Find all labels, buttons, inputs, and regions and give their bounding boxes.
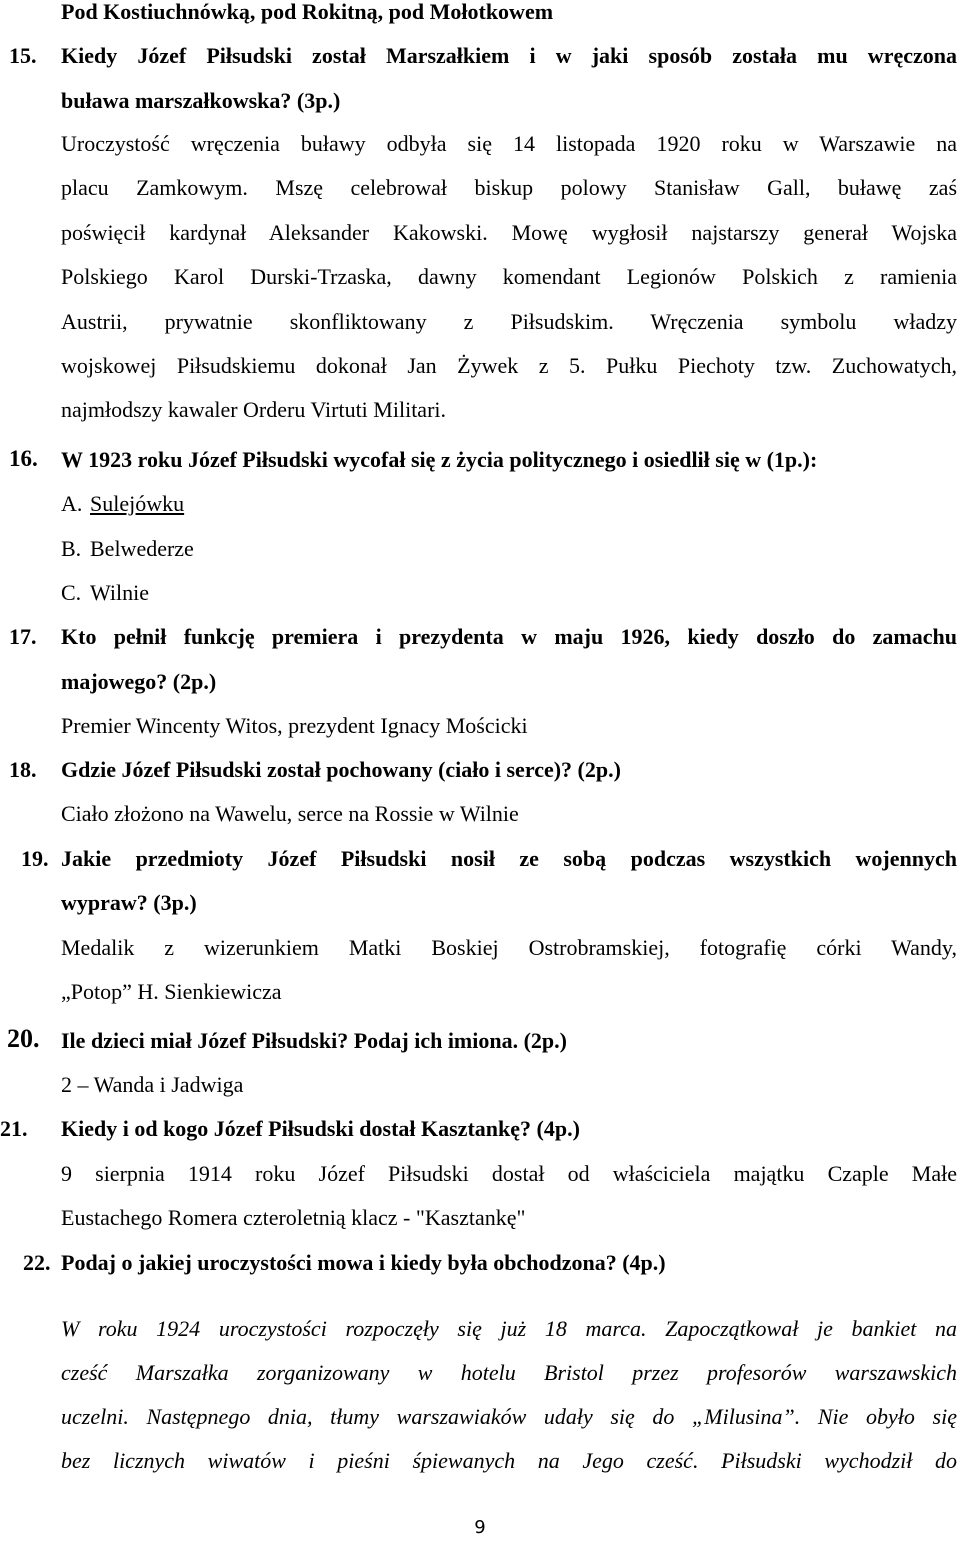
answer-18: Ciało złożono na Wawelu, serce na Rossie w Wilnie (61, 801, 519, 826)
option-a-letter: A. (61, 491, 83, 516)
passage-22-line-2: cześć Marszałka zorganizowany w hotelu Bristol przez profesorów warszawskich (61, 1360, 957, 1385)
question-number-16: 16. (9, 446, 38, 471)
answer-15-line-2: placu Zamkowym. Mszę celebrował biskup polowy Stanisław Gall, buławę zaś (61, 175, 957, 200)
answer-21-line-2: Eustachego Romera czteroletnią klacz - "Kasztankę" (61, 1205, 526, 1230)
answer-15-line-6: wojskowej Piłsudskiemu dokonał Jan Żywek z 5. Pułku Piechoty tzw. Zuchowatych, (61, 353, 957, 378)
question-number-18: 18. (9, 757, 37, 782)
question-number-17: 17. (9, 624, 37, 649)
question-number-15: 15. (9, 43, 37, 68)
answer-17: Premier Wincenty Witos, prezydent Ignacy Mościcki (61, 713, 528, 738)
answer-19-line-1: Medalik z wizerunkiem Matki Boskiej Ostrobramskiej, fotografię córki Wandy, (61, 935, 957, 960)
question-18-text: Gdzie Józef Piłsudski został pochowany (ciało i serce)? (2p.) (61, 757, 621, 782)
answer-15-line-5: Austrii, prywatnie skonfliktowany z Piłsudskim. Wręczenia symbolu władzy (61, 309, 957, 334)
passage-22-line-4: bez licznych wiwatów i pieśni śpiewanych na Jego cześć. Piłsudski wychodził do (61, 1448, 957, 1473)
question-number-21: 21. (0, 1116, 28, 1141)
question-20-text: Ile dzieci miał Józef Piłsudski? Podaj ich imiona. (2p.) (61, 1028, 567, 1053)
option-a-text: Sulejówku (90, 491, 185, 516)
heading-line: Pod Kostiuchnówką, pod Rokitną, pod Mołotkowem (61, 0, 554, 24)
question-15-line-2: buława marszałkowska? (3p.) (61, 88, 341, 113)
question-19-line-2: wypraw? (3p.) (61, 890, 197, 915)
question-number-20: 20. (7, 1024, 40, 1053)
answer-15-line-7: najmłodszy kawaler Orderu Virtuti Militari. (61, 397, 447, 422)
option-c (61, 580, 957, 606)
page-number: 9 (474, 1517, 486, 1538)
option-a (61, 491, 957, 517)
passage-22-line-1: W roku 1924 uroczystości rozpoczęły się już 18 marca. Zapoczątkował je bankiet na (61, 1316, 957, 1341)
question-number-19: 19. (21, 846, 49, 871)
answer-20: 2 – Wanda i Jadwiga (61, 1072, 244, 1097)
option-b (61, 536, 957, 562)
question-number-22: 22. (23, 1250, 51, 1275)
answer-21-line-1: 9 sierpnia 1914 roku Józef Piłsudski dostał od właściciela majątku Czaple Małe (61, 1161, 957, 1186)
question-21-text: Kiedy i od kogo Józef Piłsudski dostał Kasztankę? (4p.) (61, 1116, 580, 1141)
answer-15-line-1: Uroczystość wręczenia buławy odbyła się 14 listopada 1920 roku w Warszawie na (61, 131, 957, 156)
question-17-line-1: Kto pełnił funkcję premiera i prezydenta w maju 1926, kiedy doszło do zamachu (61, 624, 957, 649)
passage-22-line-3: uczelni. Następnego dnia, tłumy warszawiaków udały się do „Milusina”. Nie obyło się (61, 1404, 957, 1429)
option-c-text: Wilnie (90, 580, 149, 605)
answer-19-line-2: „Potop” H. Sienkiewicza (61, 979, 282, 1004)
question-22-text: Podaj o jakiej uroczystości mowa i kiedy była obchodzona? (4p.) (61, 1250, 666, 1275)
question-17-line-2: majowego? (2p.) (61, 669, 217, 694)
question-15-line-1: Kiedy Józef Piłsudski został Marszałkiem i w jaki sposób została mu wręczona (61, 43, 957, 68)
question-19-line-1: Jakie przedmioty Józef Piłsudski nosił ze sobą podczas wszystkich wojennych (61, 846, 957, 871)
option-b-text: Belwederze (90, 536, 194, 561)
answer-15-line-3: poświęcił kardynał Aleksander Kakowski. Mowę wygłosił najstarszy generał Wojska (61, 220, 957, 245)
option-b-letter: B. (61, 536, 82, 561)
answer-15-line-4: Polskiego Karol Durski-Trzaska, dawny komendant Legionów Polskich z ramienia (61, 264, 957, 289)
question-16-text: W 1923 roku Józef Piłsudski wycofał się z życia politycznego i osiedlił się w (1p.): (61, 447, 818, 472)
option-c-letter: C. (61, 580, 82, 605)
